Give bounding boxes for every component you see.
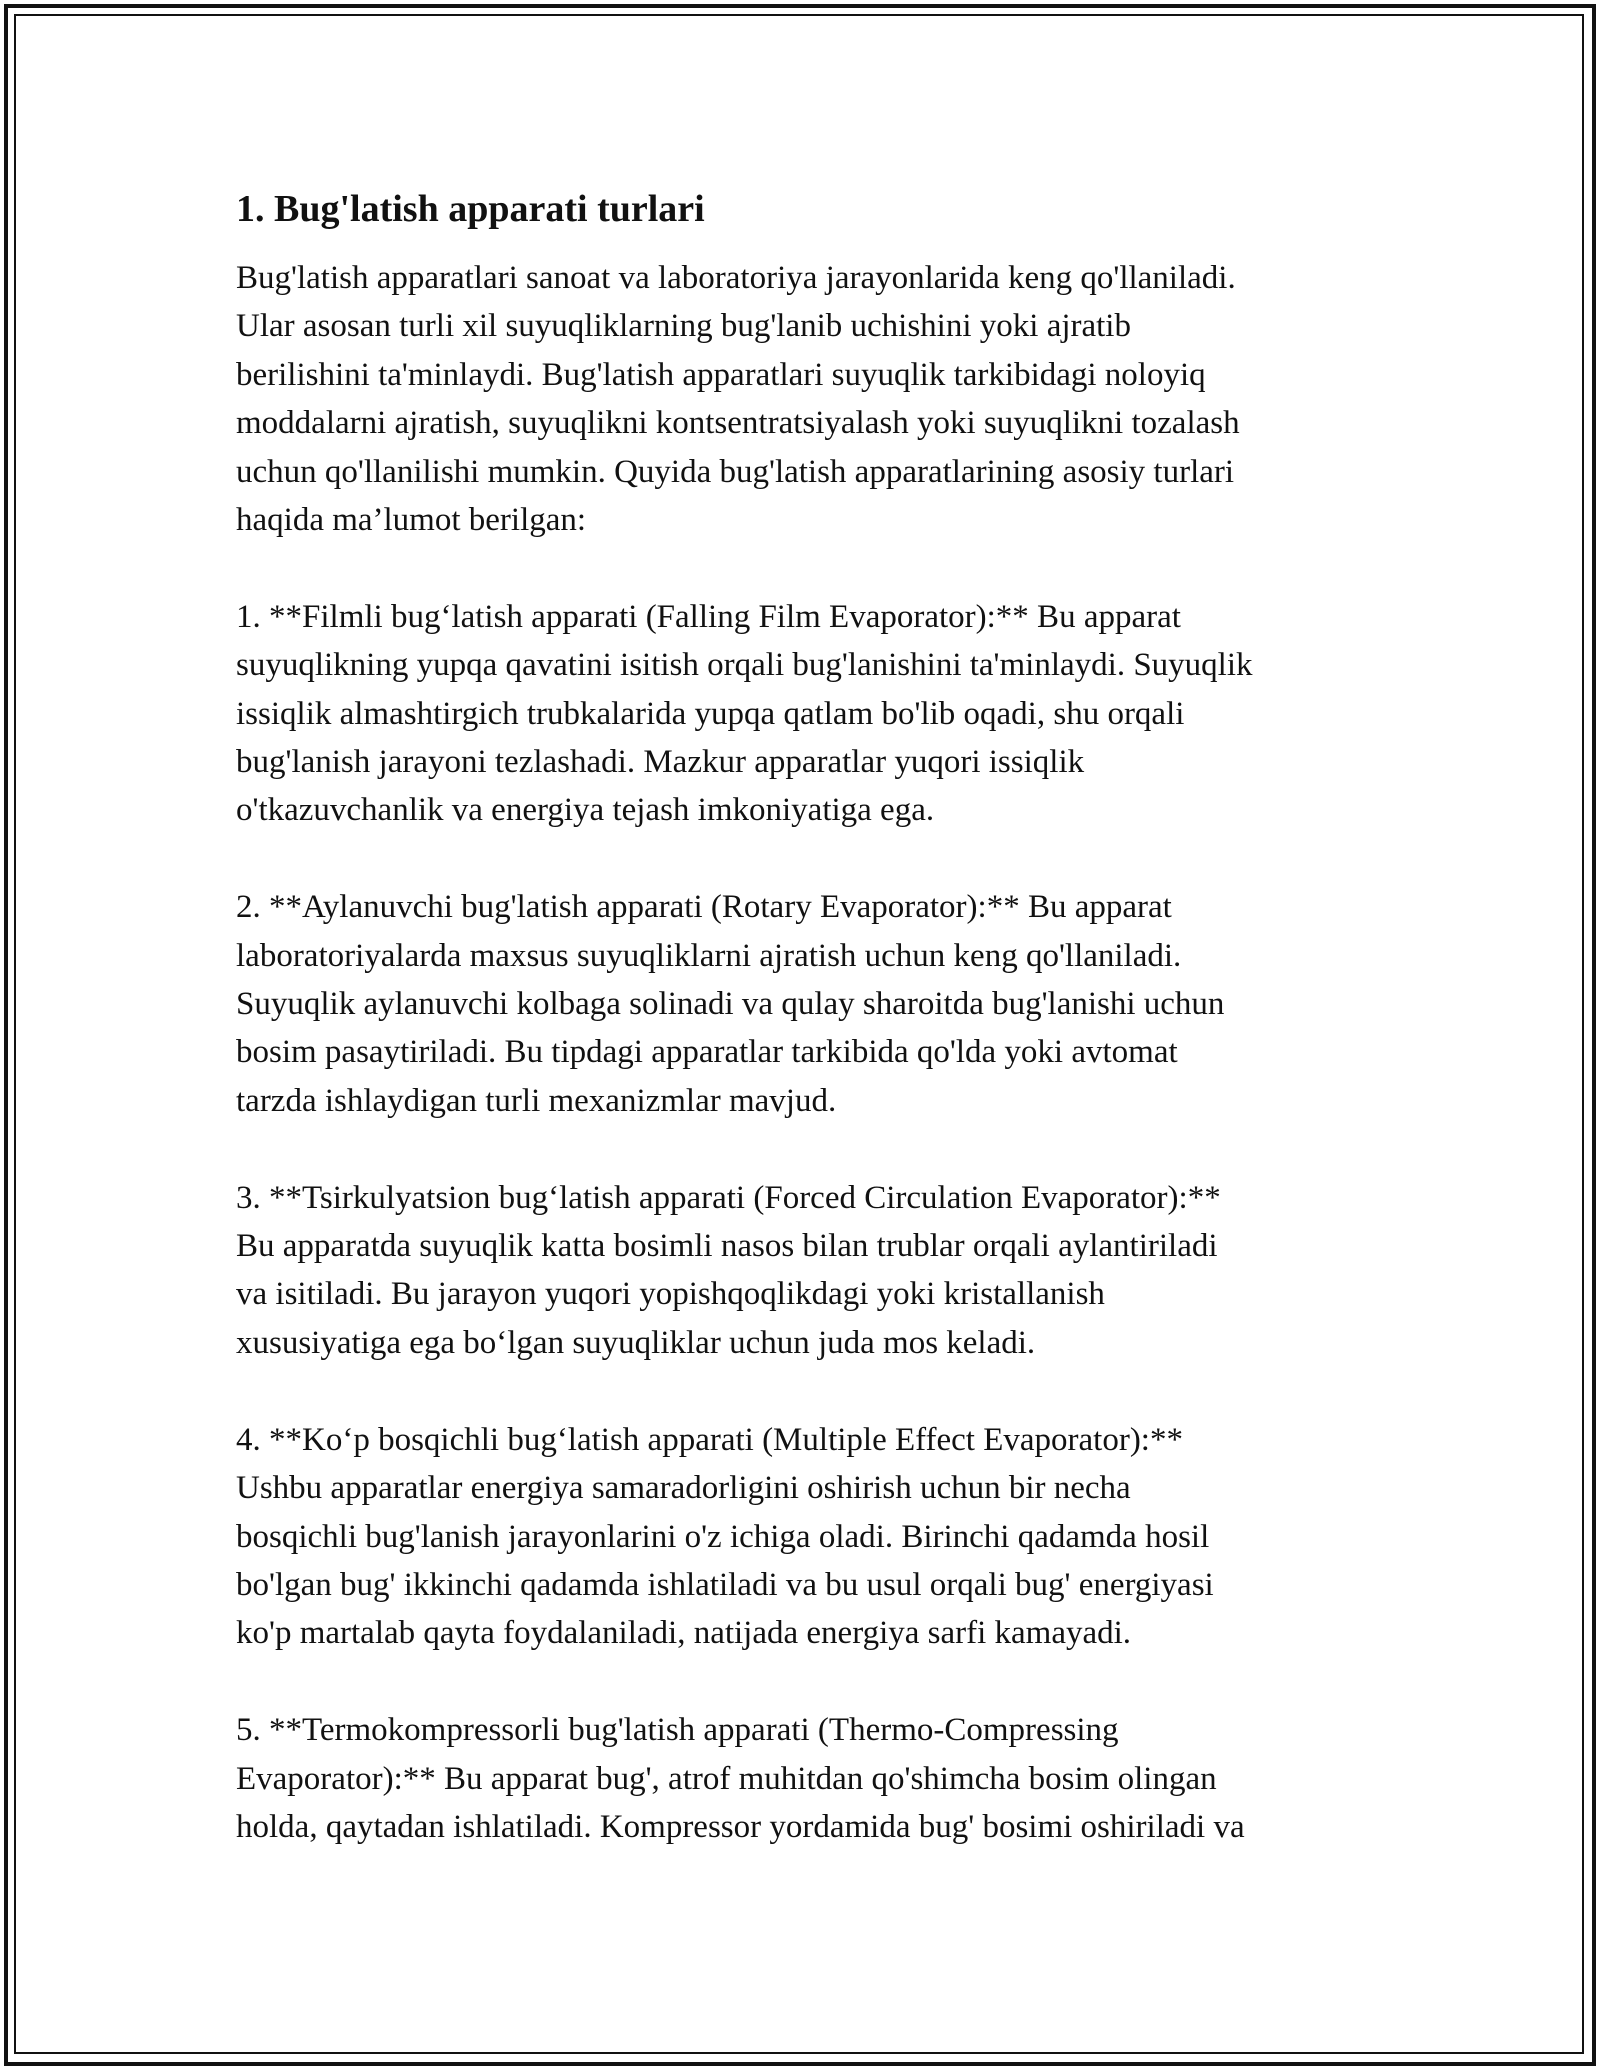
paragraph-thermo-compressing: 5. **Termokompressorli bug'latish apparati (Thermo-Compressing Evaporator):** Bu apparat bug', atrof muhitdan qo'shimcha bosim olingan holda, qaytadan ishlatiladi. Kompressor yordamida bug' bosimi oshiriladi va [236,1712,1245,1845]
paragraph-falling-film: 1. **Filmli bug‘latish apparati (Falling Film Evaporator):** Bu apparat suyuqlikning yupqa qavatini isitish orqali bug'lanishini ta'minlaydi. Suyuqlik issiqlik almashtirgich trubkalarida yupqa qatlam bo'lib oqadi, shu orqali bug'lanish jarayoni tezlashadi. Mazkur apparatlar yuqori issiqlik o'tkazuvchanlik va energiya tejash imkoniyatiga ega. [236,598,1253,829]
paragraph-forced-circulation: 3. **Tsirkulyatsion bug‘latish apparati (Forced Circulation Evaporator):** Bu apparatda suyuqlik katta bosimli nasos bilan trublar orqali aylantiriladi va isitiladi. Bu jarayon yuqori yopishqoqlikdagi yoki kristallanish xususiyatiga ega bo‘lgan suyuqliklar uchun juda mos keladi. [236,1179,1221,1361]
paragraph-multiple-effect: 4. **Ko‘p bosqichli bug‘latish apparati (Multiple Effect Evaporator):** Ushbu apparatlar energiya samaradorligini oshirish uchun bir necha bosqichli bug'lanish jarayonlarini o'z ichiga oladi. Birinchi qadamda hosil bo'lgan bug' ikkinchi qadamda ishlatiladi va bu usul orqali bug' energiyasi ko'p martalab qayta foydalaniladi, natijada energiya sarfi kamayadi. [236,1421,1214,1652]
paragraph-intro: Bug'latish apparatlari sanoat va laboratoriya jarayonlarida keng qo'llaniladi. Ular asosan turli xil suyuqliklarning bug'lanib uchishini yoki ajratib berilishini ta'minlaydi. Bug'latish apparatlari suyuqlik tarkibidagi noloyiq moddalarni ajratish, suyuqlikni kontsentratsiyalash yoki suyuqlikni tozalash uchun qo'llanilishi mumkin. Quyida bug'latish apparatlarining asosiy turlari haqida ma’lumot berilgan: [236,260,1240,539]
document-heading: 1. Bug'latish apparati turlari [236,188,705,230]
paragraph-rotary: 2. **Aylanuvchi bug'latish apparati (Rotary Evaporator):** Bu apparat laboratoriyalarda maxsus suyuqliklarni ajratish uchun keng qo'llaniladi. Suyuqlik aylanuvchi kolbaga solinadi va qulay sharoitda bug'lanishi uchun bosim pasaytiriladi. Bu tipdagi apparatlar tarkibida qo'lda yoki avtomat tarzda ishlaydigan turli mexanizmlar mavjud. [236,889,1225,1119]
document-body [236,185,1376,1851]
